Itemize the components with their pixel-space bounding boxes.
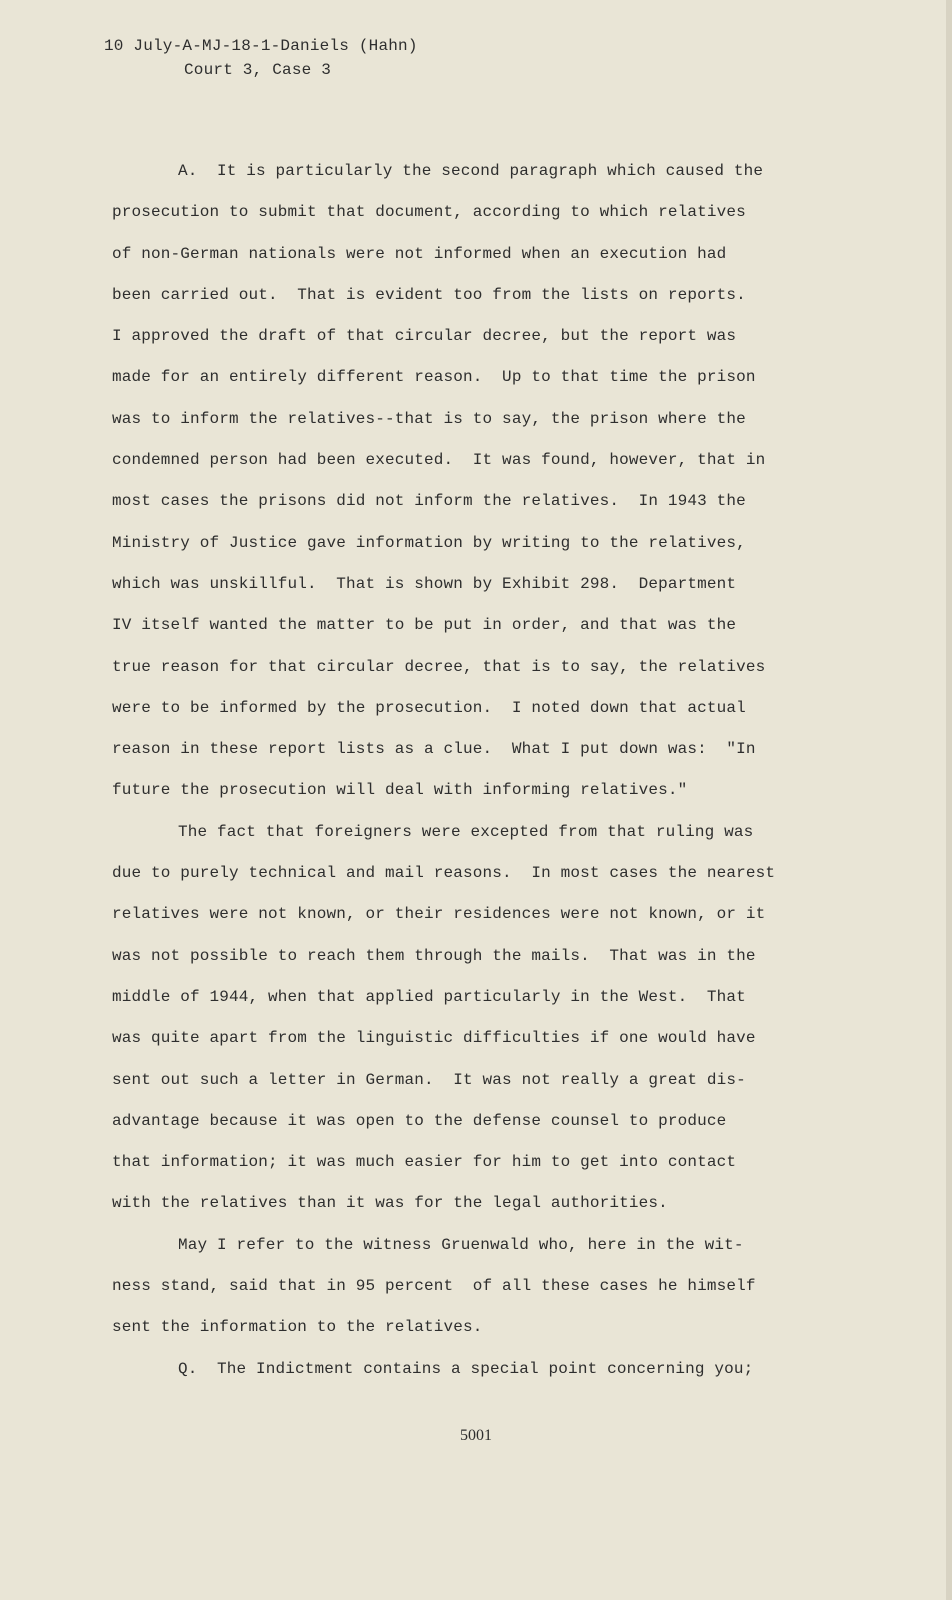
text-line: was to inform the relatives--that is to say, the prison where the [112, 409, 746, 428]
text-line: with the relatives than it was for the legal authorities. [112, 1194, 668, 1213]
text-line: which was unskillful. That is shown by Exhibit 298. Department [112, 574, 737, 593]
text-line: Ministry of Justice gave information by writing to the relatives, [112, 533, 746, 552]
text-line: made for an entirely different reason. Up to that time the prison [112, 368, 756, 387]
text-line: IV itself wanted the matter to be put in order, and that was the [112, 616, 737, 635]
text-line: was quite apart from the linguistic difficulties if one would have [112, 1029, 756, 1048]
text-line: The fact that foreigners were excepted from that ruling was [178, 822, 754, 841]
text-line: A. It is particularly the second paragraph which caused the [178, 162, 764, 180]
header-case-reference: 10 July-A-MJ-18-1-Daniels (Hahn) [104, 37, 418, 55]
text-line: been carried out. That is evident too from the lists on reports. [112, 285, 746, 304]
document-body [112, 158, 912, 1397]
text-line: reason in these report lists as a clue. What I put down was: "In [112, 740, 756, 759]
text-line: was not possible to reach them through the mails. That was in the [112, 946, 756, 965]
text-line: that information; it was much easier for him to get into contact [112, 1153, 737, 1172]
text-line: Q. The Indictment contains a special point concerning you; [178, 1359, 754, 1378]
document-header [104, 34, 418, 82]
text-line: were to be informed by the prosecution. I noted down that actual [112, 698, 746, 717]
text-line: prosecution to submit that document, according to which relatives [112, 203, 746, 222]
text-line: sent out such a letter in German. It was not really a great dis- [112, 1070, 746, 1089]
text-line: true reason for that circular decree, that is to say, the relatives [112, 657, 766, 676]
header-court-case: Court 3, Case 3 [184, 61, 332, 79]
text-line: middle of 1944, when that applied particularly in the West. That [112, 987, 746, 1006]
text-line: sent the information to the relatives. [112, 1318, 483, 1337]
text-line: condemned person had been executed. It was found, however, that in [112, 451, 766, 470]
page-edge [946, 0, 952, 1600]
text-line: I approved the draft of that circular decree, but the report was [112, 327, 737, 346]
text-line: most cases the prisons did not inform the relatives. In 1943 the [112, 492, 746, 511]
page-number: 5001 [460, 1427, 492, 1444]
text-line: due to purely technical and mail reasons. In most cases the nearest [112, 864, 776, 883]
text-line: relatives were not known, or their residences were not known, or it [112, 905, 766, 924]
text-line: May I refer to the witness Gruenwald who, here in the wit- [178, 1235, 744, 1254]
text-line: ness stand, said that in 95 percent of all these cases he himself [112, 1277, 756, 1296]
text-line: advantage because it was open to the defense counsel to produce [112, 1111, 727, 1130]
text-line: of non-German nationals were not informed when an execution had [112, 244, 727, 263]
text-line: future the prosecution will deal with informing relatives." [112, 781, 688, 800]
